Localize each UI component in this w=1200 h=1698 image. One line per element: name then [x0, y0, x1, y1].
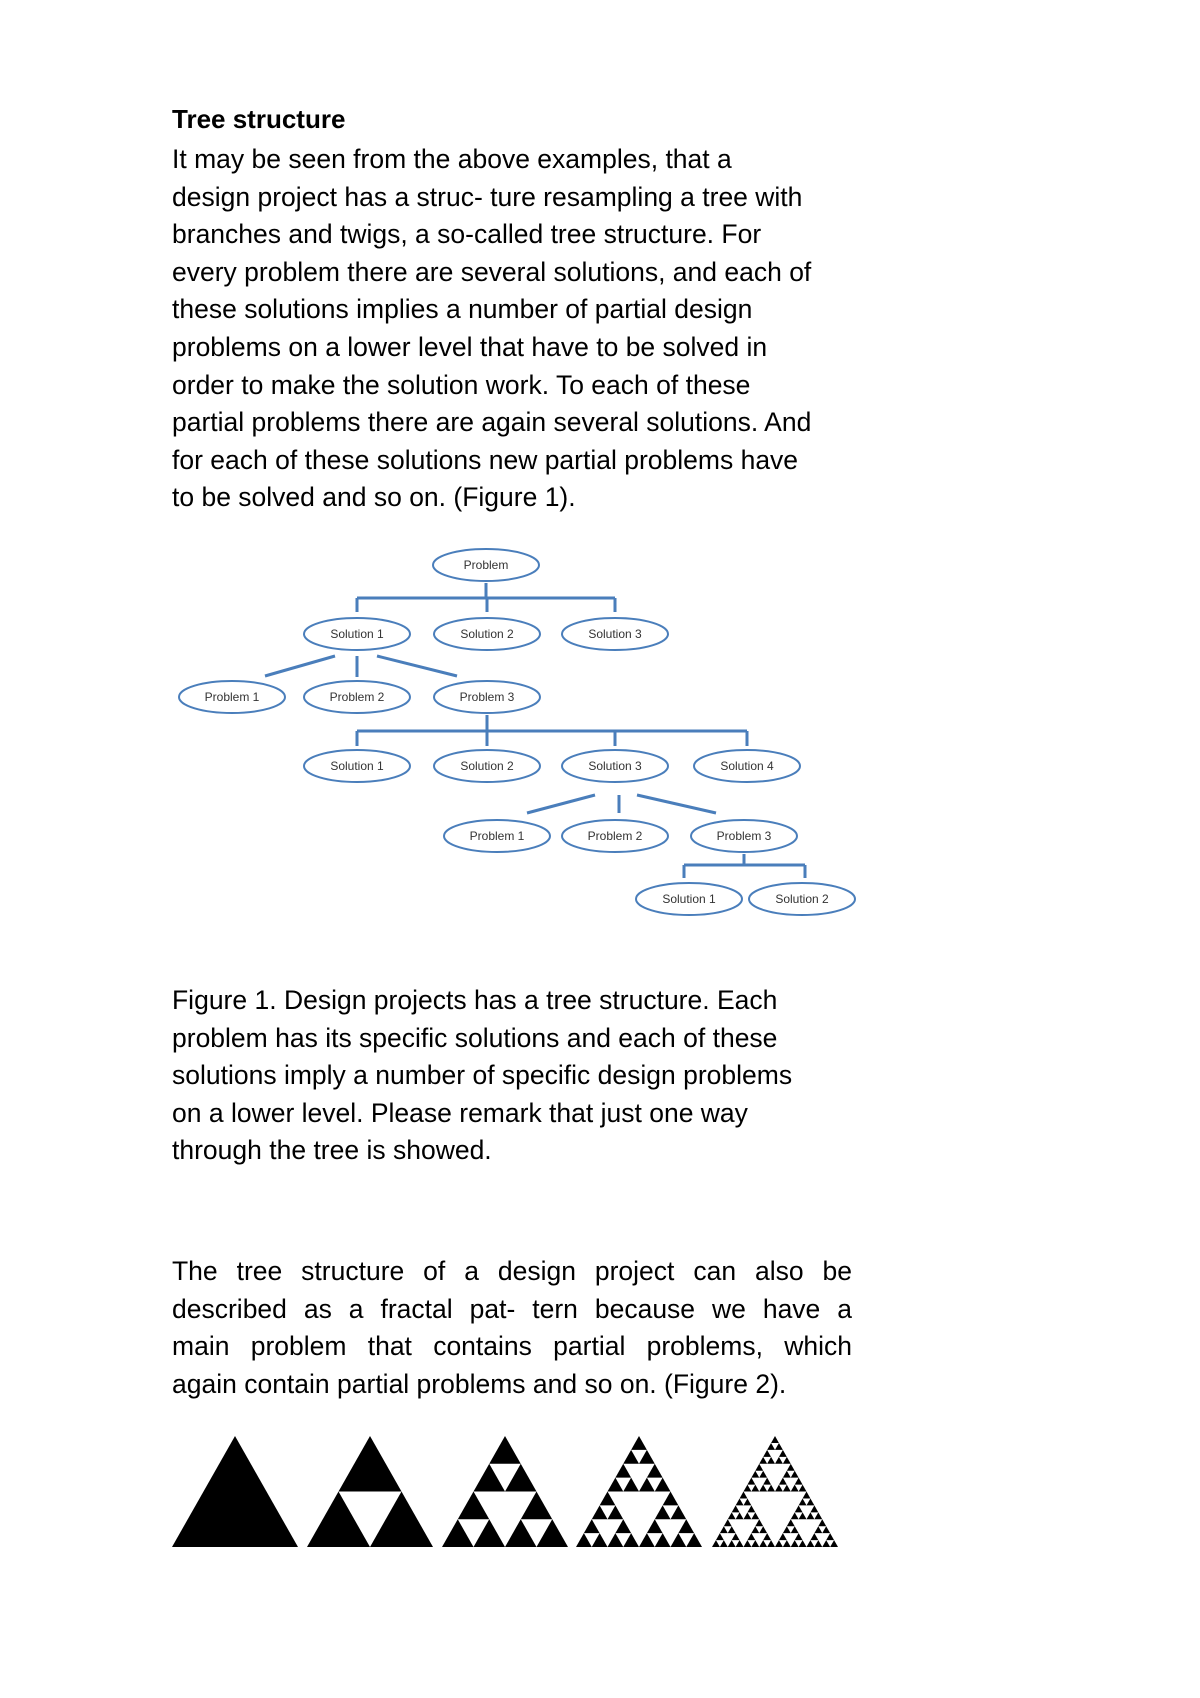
triangle-piece — [647, 1464, 663, 1478]
triangle-piece — [759, 1471, 767, 1478]
triangle-piece — [747, 1478, 755, 1485]
triangle-piece — [608, 1533, 624, 1547]
triangle-piece — [671, 1533, 687, 1547]
text-line: these solutions implies a number of partial design — [172, 294, 753, 325]
triangle-piece — [826, 1533, 834, 1540]
caption-line: solutions imply a number of specific design problems — [172, 1060, 793, 1091]
triangle-piece — [779, 1478, 787, 1485]
triangle-piece — [442, 1519, 474, 1547]
triangle-piece — [724, 1519, 732, 1526]
triangle-piece — [751, 1540, 759, 1547]
text-line: again contain partial problems and so on. (Figure 2). — [172, 1368, 787, 1399]
triangle-piece — [655, 1533, 671, 1547]
triangle-piece — [807, 1540, 815, 1547]
triangle-piece — [795, 1533, 803, 1540]
triangle-piece — [747, 1533, 755, 1540]
triangle-piece — [600, 1492, 616, 1506]
sierpinski-iteration-3 — [576, 1436, 702, 1547]
triangle-piece — [755, 1519, 763, 1526]
triangle-piece — [799, 1540, 807, 1547]
triangle-piece — [787, 1464, 795, 1471]
triangle-piece — [763, 1450, 771, 1457]
triangle-piece — [608, 1478, 624, 1492]
triangle-piece — [631, 1436, 647, 1450]
triangle-piece — [779, 1533, 787, 1540]
triangle-piece — [751, 1471, 759, 1478]
tree-node-label: Problem 2 — [587, 829, 643, 843]
text-line: partial problems there are again several solutions. And — [172, 407, 812, 438]
triangle-piece — [783, 1485, 791, 1492]
sierpinski-iteration-0 — [172, 1436, 298, 1547]
triangle-piece — [783, 1457, 791, 1464]
triangle-piece — [736, 1512, 744, 1519]
triangle-piece — [763, 1533, 771, 1540]
triangle-piece — [759, 1540, 767, 1547]
triangle-piece — [584, 1519, 600, 1533]
triangle-piece — [647, 1519, 663, 1533]
triangle-piece — [639, 1533, 655, 1547]
triangle-piece — [751, 1526, 759, 1533]
triangle-piece — [615, 1464, 631, 1478]
triangle-piece — [775, 1485, 783, 1492]
triangle-piece — [791, 1540, 799, 1547]
triangle-piece — [172, 1436, 298, 1547]
triangle-piece — [795, 1478, 803, 1485]
triangle-piece — [795, 1505, 803, 1512]
triangle-piece — [814, 1540, 822, 1547]
triangle-piece — [799, 1512, 807, 1519]
triangle-piece — [623, 1478, 639, 1492]
text-line: to be solved and so on. (Figure 1). — [172, 482, 576, 513]
triangle-piece — [791, 1512, 799, 1519]
triangle-piece — [814, 1512, 822, 1519]
triangle-piece — [474, 1464, 506, 1492]
triangle-piece — [779, 1450, 787, 1457]
triangle-piece — [339, 1436, 402, 1492]
triangle-piece — [623, 1450, 639, 1464]
triangle-piece — [736, 1498, 744, 1505]
triangle-piece — [783, 1471, 791, 1478]
triangle-piece — [755, 1464, 763, 1471]
triangle-piece — [783, 1540, 791, 1547]
caption-line: through the tree is showed. — [172, 1135, 492, 1166]
triangle-piece — [775, 1443, 783, 1450]
triangle-piece — [521, 1492, 553, 1520]
tree-node-label: Problem 3 — [459, 690, 515, 704]
triangle-piece — [822, 1540, 830, 1547]
triangle-piece — [307, 1492, 370, 1548]
triangle-piece — [608, 1505, 624, 1519]
triangle-piece — [505, 1464, 537, 1492]
caption-line: on a lower level. Please remark that just one way — [172, 1097, 748, 1128]
triangle-piece — [712, 1540, 720, 1547]
triangle-piece — [759, 1526, 767, 1533]
tree-node-label: Solution 1 — [330, 759, 384, 773]
tree-node-label: Solution 3 — [588, 627, 642, 641]
triangle-piece — [740, 1492, 748, 1499]
text-line: The tree structure of a design project can also be — [172, 1256, 852, 1286]
triangle-piece — [783, 1526, 791, 1533]
tree-node-label: Problem 3 — [716, 829, 772, 843]
text-line: every problem there are several solutions, and each of — [172, 256, 812, 287]
triangle-piece — [592, 1505, 608, 1519]
text-line: It may be seen from the above examples, that a — [172, 144, 732, 174]
triangle-piece — [818, 1519, 826, 1526]
triangle-piece — [655, 1478, 671, 1492]
tree-node-label: Solution 1 — [662, 892, 716, 906]
tree-node-label: Problem — [463, 558, 509, 572]
triangle-piece — [728, 1540, 736, 1547]
triangle-piece — [775, 1457, 783, 1464]
tree-node-label: Problem 1 — [469, 829, 525, 843]
tree-node-label: Solution 3 — [588, 759, 642, 773]
triangle-piece — [791, 1471, 799, 1478]
text-line: described as a fractal pat- tern because we have a — [172, 1293, 852, 1324]
triangle-piece — [810, 1505, 818, 1512]
caption-line: problem has its specific solutions and each of these — [172, 1022, 778, 1053]
triangle-piece — [763, 1478, 771, 1485]
triangle-piece — [767, 1443, 775, 1450]
triangle-piece — [747, 1505, 755, 1512]
triangle-piece — [767, 1540, 775, 1547]
triangle-piece — [814, 1526, 822, 1533]
triangle-piece — [663, 1492, 679, 1506]
tree-node-label: Solution 2 — [775, 892, 829, 906]
triangle-piece — [655, 1505, 671, 1519]
section-heading: Tree structure — [172, 104, 346, 134]
sierpinski-iteration-4 — [712, 1436, 838, 1547]
triangle-piece — [592, 1533, 608, 1547]
text-line: main problem that contains partial problems, which — [172, 1331, 852, 1362]
triangle-piece — [505, 1519, 537, 1547]
tree-node-label: Problem 1 — [204, 690, 260, 704]
triangle-piece — [767, 1457, 775, 1464]
triangle-piece — [736, 1540, 744, 1547]
triangle-piece — [576, 1533, 592, 1547]
triangle-piece — [615, 1519, 631, 1533]
text-line: for each of these solutions new partial problems have — [172, 444, 799, 475]
triangle-piece — [732, 1505, 740, 1512]
triangle-piece — [751, 1485, 759, 1492]
text-line: branches and twigs, a so-called tree structure. For — [172, 219, 762, 250]
triangle-piece — [720, 1540, 728, 1547]
triangle-piece — [767, 1485, 775, 1492]
triangle-piece — [744, 1512, 752, 1519]
tree-node-label: Solution 2 — [460, 627, 514, 641]
tree-node-label: Solution 1 — [330, 627, 384, 641]
tree-node-label: Solution 2 — [460, 759, 514, 773]
tree-node-label: Problem 2 — [329, 690, 385, 704]
triangle-piece — [791, 1485, 799, 1492]
triangle-piece — [678, 1519, 694, 1533]
triangle-piece — [803, 1492, 811, 1499]
triangle-piece — [759, 1485, 767, 1492]
triangle-piece — [537, 1519, 569, 1547]
text-line: order to make the solution work. To each of these — [172, 369, 751, 400]
caption-line: Figure 1. Design projects has a tree structure. Each — [172, 985, 778, 1015]
text-line: problems on a lower level that have to be solved in — [172, 331, 768, 362]
sierpinski-iteration-1 — [307, 1436, 433, 1547]
tree-node-label: Solution 4 — [720, 759, 774, 773]
triangle-piece — [807, 1512, 815, 1519]
triangle-piece — [716, 1533, 724, 1540]
triangle-piece — [639, 1450, 655, 1464]
triangle-piece — [728, 1512, 736, 1519]
triangle-piece — [732, 1533, 740, 1540]
triangle-piece — [830, 1540, 838, 1547]
triangle-piece — [787, 1519, 795, 1526]
triangle-piece — [489, 1436, 521, 1464]
triangle-piece — [458, 1492, 490, 1520]
triangle-piece — [744, 1540, 752, 1547]
triangle-piece — [671, 1505, 687, 1519]
triangle-piece — [799, 1498, 807, 1505]
triangle-piece — [810, 1533, 818, 1540]
triangle-piece — [771, 1436, 779, 1443]
triangle-piece — [751, 1512, 759, 1519]
text-line: design project has a struc- ture resampling a tree with — [172, 181, 803, 212]
triangle-piece — [807, 1498, 815, 1505]
triangle-piece — [799, 1485, 807, 1492]
triangle-piece — [720, 1526, 728, 1533]
triangle-piece — [822, 1526, 830, 1533]
triangle-piece — [639, 1478, 655, 1492]
triangle-piece — [728, 1526, 736, 1533]
triangle-piece — [744, 1485, 752, 1492]
triangle-piece — [744, 1498, 752, 1505]
triangle-piece — [759, 1457, 767, 1464]
sierpinski-iteration-2 — [442, 1436, 568, 1547]
triangle-piece — [775, 1540, 783, 1547]
triangle-piece — [686, 1533, 702, 1547]
triangle-piece — [623, 1533, 639, 1547]
triangle-piece — [474, 1519, 506, 1547]
triangle-piece — [370, 1492, 433, 1548]
triangle-piece — [791, 1526, 799, 1533]
